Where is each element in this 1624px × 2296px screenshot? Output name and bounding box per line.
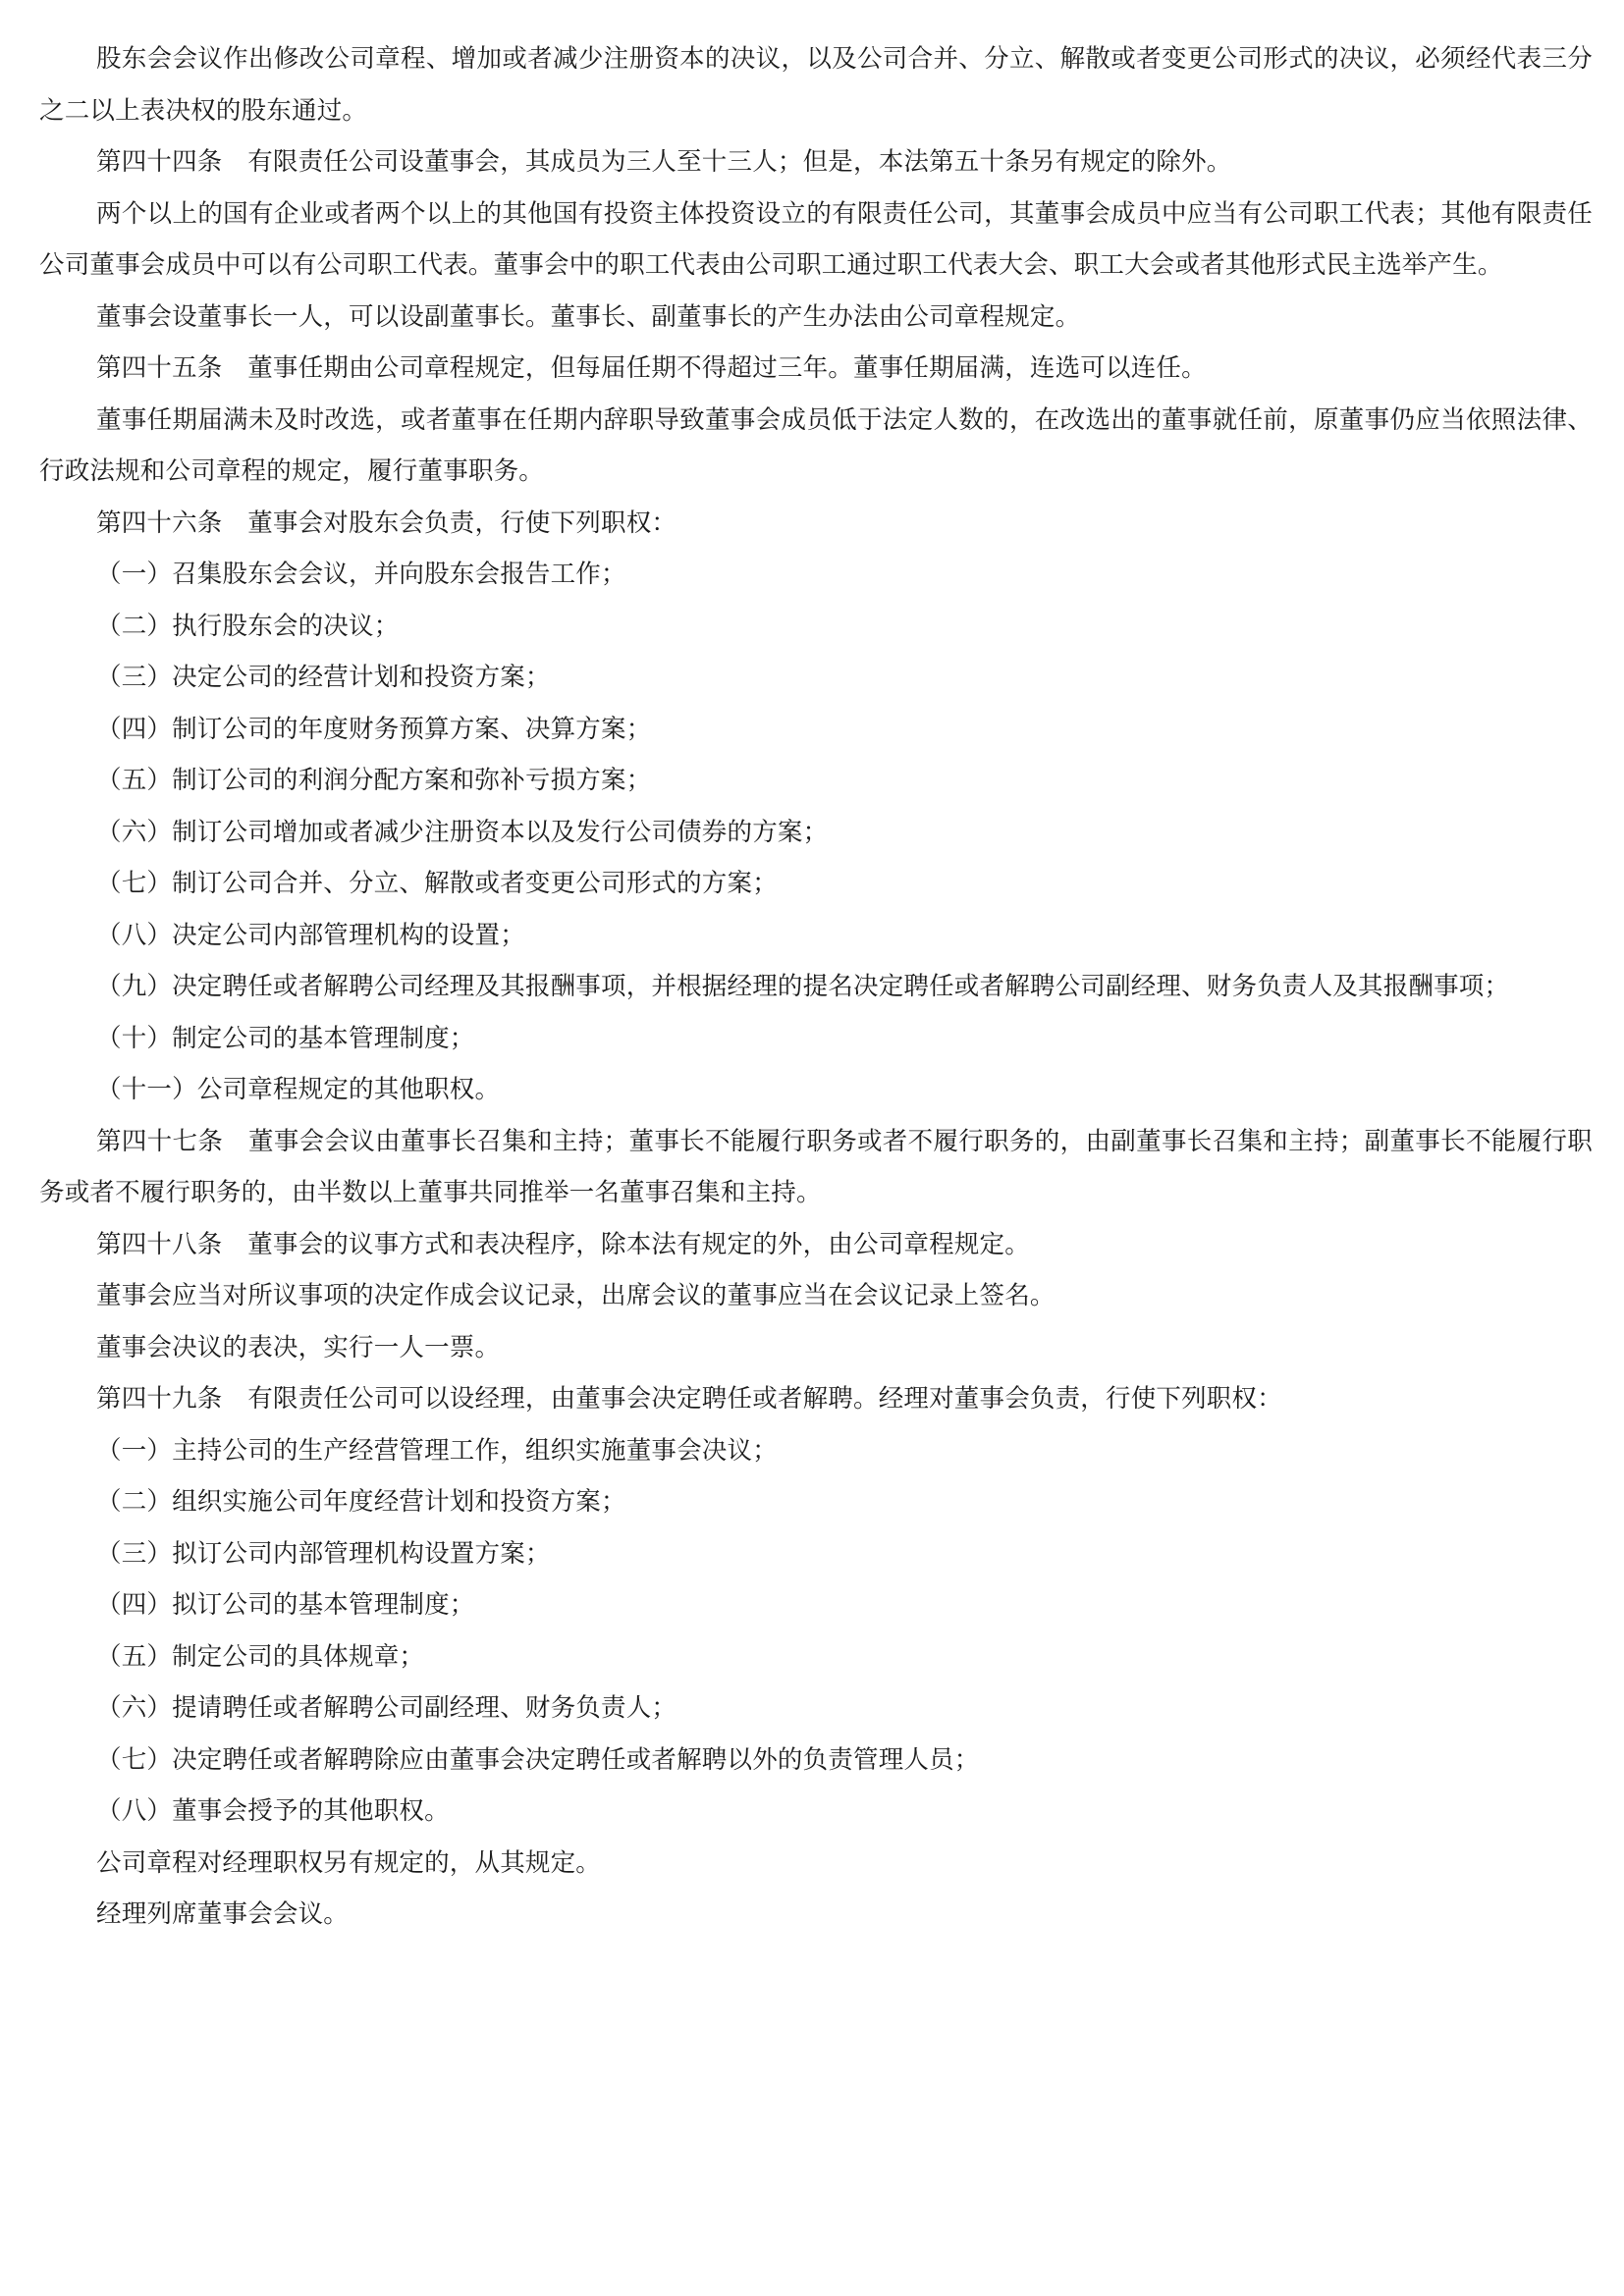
list-item: （八）董事会授予的其他职权。 [96,1796,450,1826]
paragraph: 公司章程对经理职权另有规定的，从其规定。 [96,1847,602,1878]
paragraph: 第四十五条 董事任期由公司章程规定，但每届任期不得超过三年。董事任期届满，连选可以连任。 [96,353,1207,383]
list-item: （四）制订公司的年度财务预算方案、决算方案； [96,714,652,744]
list-item: （十）制定公司的基本管理制度； [96,1023,475,1053]
list-item: （七）决定聘任或者解聘除应由董事会决定聘任或者解聘以外的负责管理人员； [96,1744,980,1775]
paragraph: 第四十四条 有限责任公司设董事会，其成员为三人至十三人；但是，本法第五十条另有规定的除外。 [96,147,1232,177]
list-item: （三）拟订公司内部管理机构设置方案； [96,1538,551,1569]
list-item: （十一）公司章程规定的其他职权。 [96,1075,501,1104]
list-item: （三）决定公司的经营计划和投资方案； [96,663,551,692]
paragraph: 第四十八条 董事会的议事方式和表决程序，除本法有规定的外，由公司章程规定。 [96,1229,1030,1259]
paragraph: 董事任期届满未及时改选，或者董事在任期内辞职导致董事会成员低于法定人数的，在改选出的董事就任前，原董事仍应当依照法律、行政法规和公司章程的规定，履行董事职务。 [39,404,1593,486]
paragraph: 第四十六条 董事会对股东会负责，行使下列职权： [96,507,677,538]
list-item: （六）提请聘任或者解聘公司副经理、财务负责人； [96,1693,677,1723]
paragraph: 董事会设董事长一人，可以设副董事长。董事长、副董事长的产生办法由公司章程规定。 [96,301,1081,332]
list-item: （一）主持公司的生产经营管理工作，组织实施董事会决议； [96,1435,778,1466]
list-item: （八）决定公司内部管理机构的设置； [96,920,525,950]
list-item: （五）制订公司的利润分配方案和弥补亏损方案； [96,766,652,795]
document-page [39,33,1593,1941]
paragraph: 第四十七条 董事会会议由董事长召集和主持；董事长不能履行职务或者不履行职务的，由副董事长召集和主持；副董事长不能履行职务或者不履行职务的，由半数以上董事共同推举一名董事召集和主持。 [39,1126,1593,1207]
paragraph: 两个以上的国有企业或者两个以上的其他国有投资主体投资设立的有限责任公司，其董事会成员中应当有公司职工代表；其他有限责任公司董事会成员中可以有公司职工代表。董事会中的职工代表由公司职工通过职工代表大会、职工大会或者其他形式民主选举产生。 [39,198,1593,280]
paragraph: 董事会应当对所议事项的决定作成会议记录，出席会议的董事应当在会议记录上签名。 [96,1281,1056,1310]
list-item: （六）制订公司增加或者减少注册资本以及发行公司债券的方案； [96,817,829,847]
list-item: （二）组织实施公司年度经营计划和投资方案； [96,1487,626,1517]
list-item: （五）制定公司的具体规章； [96,1641,425,1672]
paragraph: 经理列席董事会会议。 [96,1899,350,1929]
paragraph: 股东会会议作出修改公司章程、增加或者减少注册资本的决议，以及公司合并、分立、解散或者变更公司形式的决议，必须经代表三分之二以上表决权的股东通过。 [39,44,1593,126]
list-item: （七）制订公司合并、分立、解散或者变更公司形式的方案； [96,869,778,898]
list-item: （九）决定聘任或者解聘公司经理及其报酬事项，并根据经理的提名决定聘任或者解聘公司副经理、财务负责人及其报酬事项； [96,972,1510,1001]
list-item: （二）执行股东会的决议； [96,611,400,641]
paragraph: 第四十九条 有限责任公司可以设经理，由董事会决定聘任或者解聘。经理对董事会负责，行使下列职权： [96,1384,1282,1414]
paragraph: 董事会决议的表决，实行一人一票。 [96,1332,501,1362]
list-item: （一）召集股东会会议，并向股东会报告工作； [96,560,626,589]
list-item: （四）拟订公司的基本管理制度； [96,1590,475,1620]
